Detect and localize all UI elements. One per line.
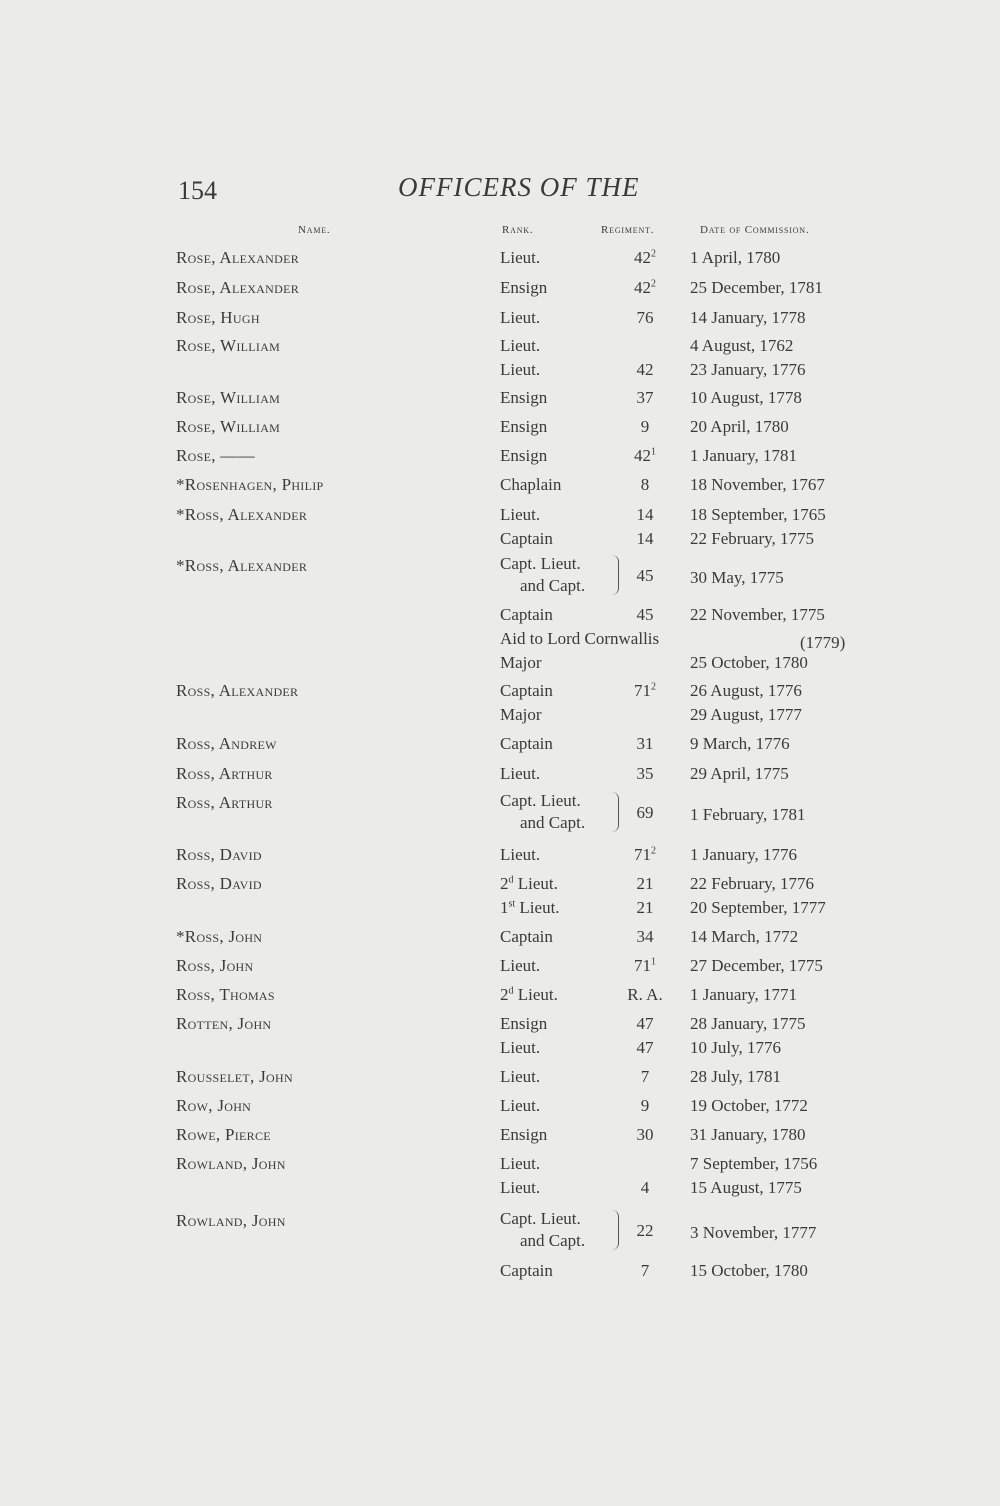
entry-name: Ross, Arthur (176, 764, 273, 783)
table-row (0, 1122, 1000, 1148)
table-row (0, 731, 1000, 757)
table-row (0, 842, 1000, 868)
entry-name: Rose, William (176, 388, 281, 407)
entry-rank: Captain (500, 529, 553, 548)
entry-regiment: $42^2$ (634, 248, 656, 267)
entry-rank: Ensign (500, 278, 548, 297)
entry-date: 29 August, 1777 (690, 705, 802, 724)
entry-name: Rowland, John (176, 1211, 286, 1230)
entry-name: *Ross, Alexander (176, 556, 308, 575)
table-row (0, 1151, 1000, 1177)
column-header-date: Date of Commission. (700, 224, 810, 236)
entry-regiment: 35 (636, 764, 654, 783)
entry-date: 9 March, 1776 (690, 734, 790, 753)
column-header-regiment: Regiment. (601, 224, 655, 236)
entry-date: 15 October, 1780 (690, 1261, 808, 1280)
entry-rank: Captain (500, 927, 553, 946)
entry-date: 27 December, 1775 (690, 956, 823, 975)
entry-regiment: $71^2$ (634, 681, 656, 700)
note-year: (1779) (800, 633, 846, 652)
entry-name: Rose, Alexander (176, 248, 300, 267)
entry-name: Ross, David (176, 845, 262, 864)
entry-regiment: $42^2$ (634, 278, 656, 297)
entry-rank: Lieut. (500, 764, 541, 783)
table-row (0, 385, 1000, 411)
entry-rank: Lieut. (500, 308, 541, 327)
table-row (0, 1035, 1000, 1061)
table-row (0, 1011, 1000, 1037)
entry-name: Rose, William (176, 336, 281, 355)
table-row (0, 502, 1000, 528)
entry-regiment: 21 (636, 874, 654, 893)
entry-name: Rose, Hugh (176, 308, 260, 327)
table-row (0, 333, 1000, 359)
entry-rank: Captain (500, 681, 553, 700)
column-header-name: Name. (298, 224, 331, 236)
entry-rank: Lieut. (500, 956, 541, 975)
entry-regiment: 76 (636, 308, 654, 327)
entry-date: 1 January, 1771 (690, 985, 798, 1004)
entry-regiment: R. A. (627, 985, 663, 1004)
entry-rank: Major (500, 705, 542, 724)
running-title: OFFICERS OF THE (398, 172, 640, 202)
entry-date: 10 August, 1778 (690, 388, 802, 407)
table-row (0, 678, 1000, 704)
table-row (0, 1175, 1000, 1201)
entry-date: 14 January, 1778 (690, 308, 806, 327)
entry-name: Ross, Thomas (176, 985, 275, 1004)
entry-regiment: 14 (636, 529, 654, 548)
entry-regiment: 45 (636, 605, 654, 624)
entry-date: 20 April, 1780 (690, 417, 789, 436)
entry-rank: Captain (500, 605, 553, 624)
entry-regiment: 31 (636, 734, 654, 753)
entry-rank: 1st Lieut. (500, 898, 560, 917)
entry-rank: Lieut. (500, 505, 541, 524)
entry-regiment: $71^2$ (634, 845, 656, 864)
entry-rank: Lieut. (500, 1067, 541, 1086)
table-row (0, 924, 1000, 950)
entry-regiment: 42 (636, 360, 654, 379)
entry-name: Ross, Arthur (176, 793, 273, 812)
table-row (0, 414, 1000, 440)
note-row (0, 626, 1000, 652)
entry-name: *Ross, John (176, 927, 263, 946)
entry-date: 14 March, 1772 (690, 927, 799, 946)
entry-name: *Ross, Alexander (176, 505, 308, 524)
page-number: 154 (178, 176, 217, 205)
table-row (0, 357, 1000, 383)
table-row (0, 443, 1000, 469)
entry-name: Rose, —— (176, 446, 255, 465)
entry-date: 31 January, 1780 (690, 1125, 806, 1144)
entry-date: 25 October, 1780 (690, 653, 808, 672)
table-row (0, 895, 1000, 921)
entry-regiment: 9 (640, 1096, 650, 1115)
entry-rank: Ensign (500, 446, 548, 465)
table-row (0, 1064, 1000, 1090)
entry-name: Rowland, John (176, 1154, 286, 1173)
entry-name: Ross, Alexander (176, 681, 299, 700)
entry-date: 22 February, 1776 (690, 874, 815, 893)
entry-rank-line2: and Capt. (520, 576, 586, 595)
table-row-brace (0, 553, 1000, 603)
table-row (0, 761, 1000, 787)
entry-date: 10 July, 1776 (690, 1038, 781, 1057)
entry-regiment: 69 (636, 803, 654, 822)
entry-name: Ross, Andrew (176, 734, 277, 753)
table-row (0, 650, 1000, 676)
column-header-rank: Rank. (502, 224, 534, 236)
entry-name: Rotten, John (176, 1014, 272, 1033)
entry-regiment: $42^1$ (634, 446, 656, 465)
entry-regiment: 14 (636, 505, 654, 524)
entry-name: Rose, William (176, 417, 281, 436)
entry-regiment: $71^1$ (634, 956, 656, 975)
entry-regiment: 30 (636, 1125, 654, 1144)
entry-date: 23 January, 1776 (690, 360, 806, 379)
entry-date: 26 August, 1776 (690, 681, 802, 700)
entry-rank: Ensign (500, 417, 548, 436)
table-row-brace (0, 1208, 1000, 1258)
entry-name: Row, John (176, 1096, 252, 1115)
table-row (0, 953, 1000, 979)
entry-name: *Rosenhagen, Philip (176, 475, 324, 494)
entry-date: 28 January, 1775 (690, 1014, 806, 1033)
entry-regiment: 22 (636, 1221, 654, 1240)
entry-regiment: 37 (636, 388, 654, 407)
entry-date: 1 January, 1776 (690, 845, 798, 864)
entry-regiment: 4 (640, 1178, 650, 1197)
entry-date: 3 November, 1777 (690, 1223, 817, 1242)
entry-regiment: 7 (640, 1067, 650, 1086)
entry-name: Ross, John (176, 956, 254, 975)
entry-regiment: 8 (640, 475, 650, 494)
table-row (0, 1093, 1000, 1119)
entry-date: 30 May, 1775 (690, 568, 784, 587)
entry-regiment: 47 (636, 1038, 654, 1057)
entry-rank: 2$^d$ Lieut. (500, 985, 558, 1004)
table-row (0, 472, 1000, 498)
entry-name: Rousselet, John (176, 1067, 293, 1086)
entry-rank-line2: and Capt. (520, 1231, 586, 1250)
entry-regiment: 34 (636, 927, 654, 946)
entry-rank: Lieut. (500, 1038, 541, 1057)
entry-date: 29 April, 1775 (690, 764, 789, 783)
entry-date: 7 September, 1756 (690, 1154, 818, 1173)
entry-date: 22 November, 1775 (690, 605, 825, 624)
entry-name: Ross, David (176, 874, 262, 893)
entry-date: 22 February, 1775 (690, 529, 815, 548)
table-row (0, 702, 1000, 728)
entry-rank-line1: Capt. Lieut. (500, 791, 581, 810)
entry-rank-line1: Capt. Lieut. (500, 1209, 581, 1228)
entry-rank: Lieut. (500, 336, 541, 355)
table-row (0, 305, 1000, 331)
entry-regiment: 47 (636, 1014, 654, 1033)
entry-date: 20 September, 1777 (690, 898, 826, 917)
entry-rank: 2$^d$ Lieut. (500, 874, 558, 893)
entry-date: 1 February, 1781 (690, 805, 806, 824)
entry-date: 4 August, 1762 (690, 336, 794, 355)
entry-rank: Captain (500, 734, 553, 753)
entry-rank: Ensign (500, 1125, 548, 1144)
entry-date: 15 August, 1775 (690, 1178, 802, 1197)
entry-date: 28 July, 1781 (690, 1067, 781, 1086)
table-row (0, 526, 1000, 552)
table-row-brace (0, 790, 1000, 840)
entry-regiment: 45 (636, 566, 654, 585)
table-row (0, 602, 1000, 628)
entry-rank: Ensign (500, 1014, 548, 1033)
table-row (0, 982, 1000, 1008)
entry-rank-line1: Capt. Lieut. (500, 554, 581, 573)
table-row (0, 871, 1000, 897)
entry-name: Rowe, Pierce (176, 1125, 271, 1144)
entry-date: 19 October, 1772 (690, 1096, 808, 1115)
entry-rank: Ensign (500, 388, 548, 407)
entry-rank: Lieut. (500, 1096, 541, 1115)
entry-rank: Captain (500, 1261, 553, 1280)
table-row (0, 245, 1000, 271)
entry-rank: Lieut. (500, 248, 541, 267)
note-text: Aid to Lord Cornwallis (500, 629, 660, 648)
entry-name: Rose, Alexander (176, 278, 300, 297)
entry-date: 1 January, 1781 (690, 446, 798, 465)
table-row (0, 1258, 1000, 1284)
table-row (0, 275, 1000, 301)
entry-rank: Chaplain (500, 475, 562, 494)
entry-rank: Lieut. (500, 1154, 541, 1173)
entry-rank: Lieut. (500, 1178, 541, 1197)
entry-regiment: 7 (640, 1261, 650, 1280)
entry-date: 1 April, 1780 (690, 248, 781, 267)
entry-rank: Lieut. (500, 845, 541, 864)
entry-rank-line2: and Capt. (520, 813, 586, 832)
entry-regiment: 9 (640, 417, 650, 436)
entry-rank: Major (500, 653, 542, 672)
entry-date: 18 September, 1765 (690, 505, 826, 524)
entry-date: 18 November, 1767 (690, 475, 825, 494)
entry-date: 25 December, 1781 (690, 278, 823, 297)
entry-rank: Lieut. (500, 360, 541, 379)
entry-regiment: 21 (636, 898, 654, 917)
